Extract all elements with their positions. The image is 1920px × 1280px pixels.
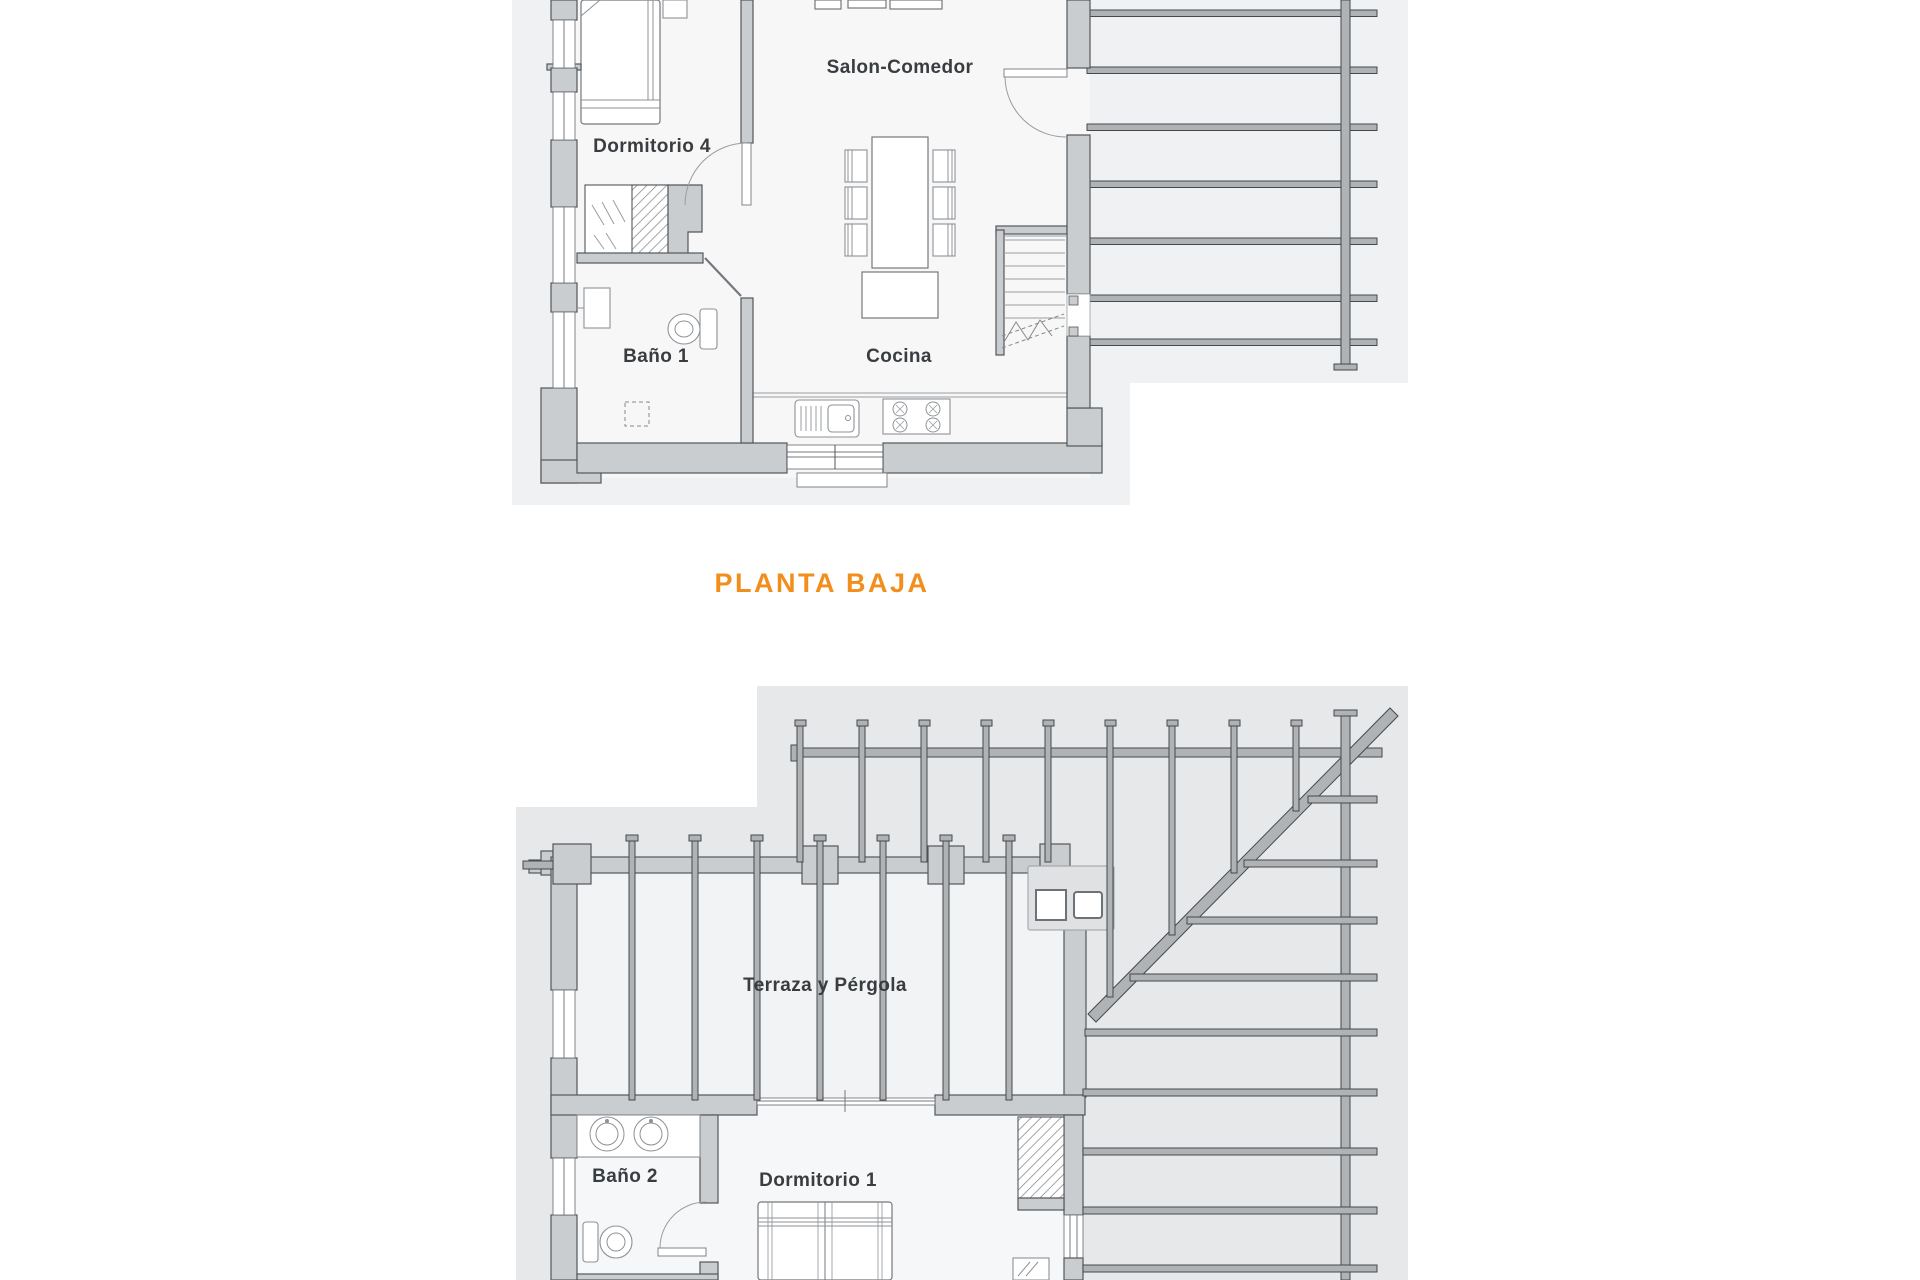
column-pad (553, 844, 591, 884)
toilet-bath-2 (600, 1226, 632, 1258)
door-leaf (742, 143, 751, 205)
room-label-dormitorio-4: Dormitorio 4 (593, 136, 711, 157)
room-label-cocina: Cocina (866, 346, 932, 367)
upper-floor-plan (512, 0, 1408, 505)
sink-bath-1 (584, 288, 610, 328)
stove (883, 399, 950, 434)
door-leaf (658, 1248, 706, 1256)
toilet-bath-1 (668, 314, 700, 344)
window (787, 445, 887, 487)
room-label-dormitorio-1: Dormitorio 1 (759, 1170, 877, 1191)
upper-pergola-rail (1341, 0, 1350, 366)
door-slot (1064, 1215, 1083, 1258)
lower-floor-plan (516, 686, 1408, 1280)
door-leaf (1004, 69, 1067, 77)
room-label-bano-1: Baño 1 (623, 346, 689, 367)
room-label-bano-2: Baño 2 (592, 1166, 658, 1187)
closet-dormitorio-4 (585, 185, 702, 262)
dining-table (872, 137, 928, 268)
room-label-salon-comedor: Salon-Comedor (826, 57, 974, 78)
bed-dormitorio-1 (758, 1202, 892, 1280)
stair-post (1069, 296, 1078, 305)
nightstand (663, 0, 687, 18)
toilet-tank-bath-2 (583, 1222, 598, 1262)
kitchen-island (862, 272, 938, 318)
toilet-tank-bath-1 (700, 309, 717, 349)
plan-title: PLANTA BAJA (714, 568, 930, 598)
fixture-box (1013, 1258, 1049, 1280)
stair-post (1069, 327, 1078, 336)
hatched-wall-section (1018, 1117, 1064, 1198)
skylight-box (1028, 866, 1114, 930)
room-label-terraza-pergola: Terraza y Pérgola (743, 975, 907, 996)
